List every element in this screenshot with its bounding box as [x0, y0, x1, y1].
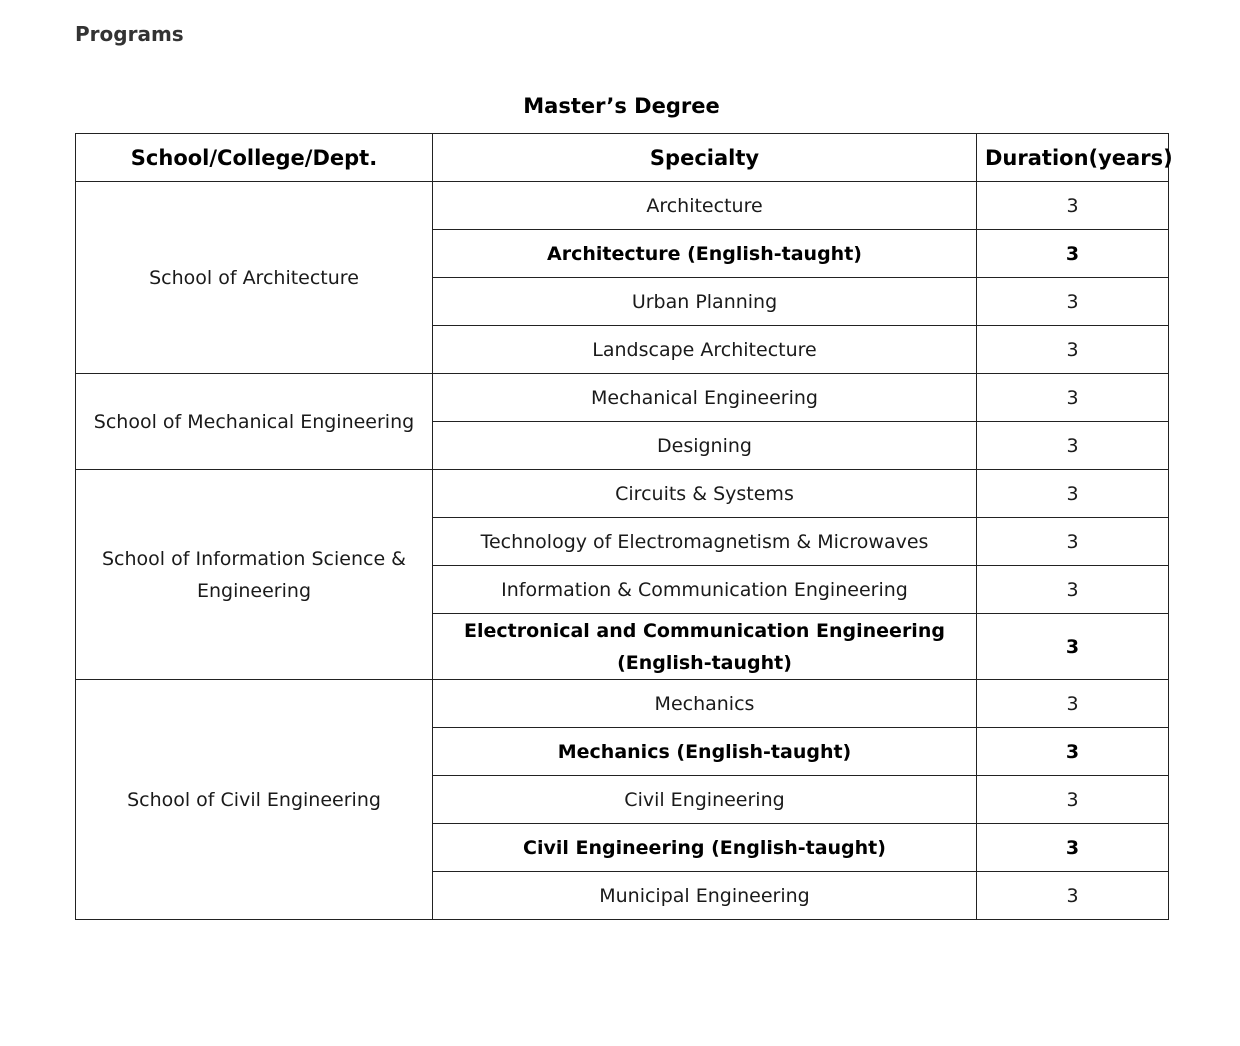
school-cell: School of Architecture	[76, 182, 433, 374]
specialty-cell: Mechanics (English-taught)	[433, 728, 977, 776]
duration-cell: 3	[977, 680, 1169, 728]
duration-cell: 3	[977, 230, 1169, 278]
specialty-cell: Mechanics	[433, 680, 977, 728]
school-cell: School of Mechanical Engineering	[76, 374, 433, 470]
specialty-cell: Electronical and Communication Engineering (English-taught)	[433, 614, 977, 680]
table-row	[76, 182, 1169, 230]
header-school: School/College/Dept.	[76, 134, 433, 182]
programs-table	[75, 133, 1173, 920]
specialty-cell: Architecture (English-taught)	[433, 230, 977, 278]
specialty-cell: Designing	[433, 422, 977, 470]
duration-cell: 3	[977, 326, 1169, 374]
duration-cell: 3	[977, 518, 1169, 566]
header-row	[76, 134, 1169, 182]
duration-cell: 3	[977, 824, 1169, 872]
table-row	[76, 680, 1169, 728]
table-header	[76, 134, 1173, 182]
specialty-cell: Information & Communication Engineering	[433, 566, 977, 614]
specialty-cell: Technology of Electromagnetism & Microwaves	[433, 518, 977, 566]
specialty-cell: Civil Engineering (English-taught)	[433, 824, 977, 872]
header-specialty: Specialty	[433, 134, 977, 182]
page-heading: Programs	[75, 22, 184, 46]
duration-cell: 3	[977, 422, 1169, 470]
header-duration: Duration(years)	[977, 134, 1169, 182]
duration-cell: 3	[977, 566, 1169, 614]
table-row	[76, 374, 1169, 422]
specialty-cell: Civil Engineering	[433, 776, 977, 824]
specialty-cell: Architecture	[433, 182, 977, 230]
school-cell: School of Information Science & Engineering	[76, 470, 433, 680]
specialty-cell: Circuits & Systems	[433, 470, 977, 518]
duration-cell: 3	[977, 182, 1169, 230]
duration-cell: 3	[977, 776, 1169, 824]
specialty-cell: Mechanical Engineering	[433, 374, 977, 422]
duration-cell: 3	[977, 872, 1169, 920]
specialty-cell: Urban Planning	[433, 278, 977, 326]
school-cell: School of Civil Engineering	[76, 680, 433, 920]
duration-cell: 3	[977, 278, 1169, 326]
specialty-cell: Municipal Engineering	[433, 872, 977, 920]
table-caption: Master’s Degree	[523, 94, 720, 118]
duration-cell: 3	[977, 470, 1169, 518]
specialty-cell: Landscape Architecture	[433, 326, 977, 374]
duration-cell: 3	[977, 614, 1169, 680]
duration-cell: 3	[977, 728, 1169, 776]
duration-cell: 3	[977, 374, 1169, 422]
table-row	[76, 470, 1169, 518]
